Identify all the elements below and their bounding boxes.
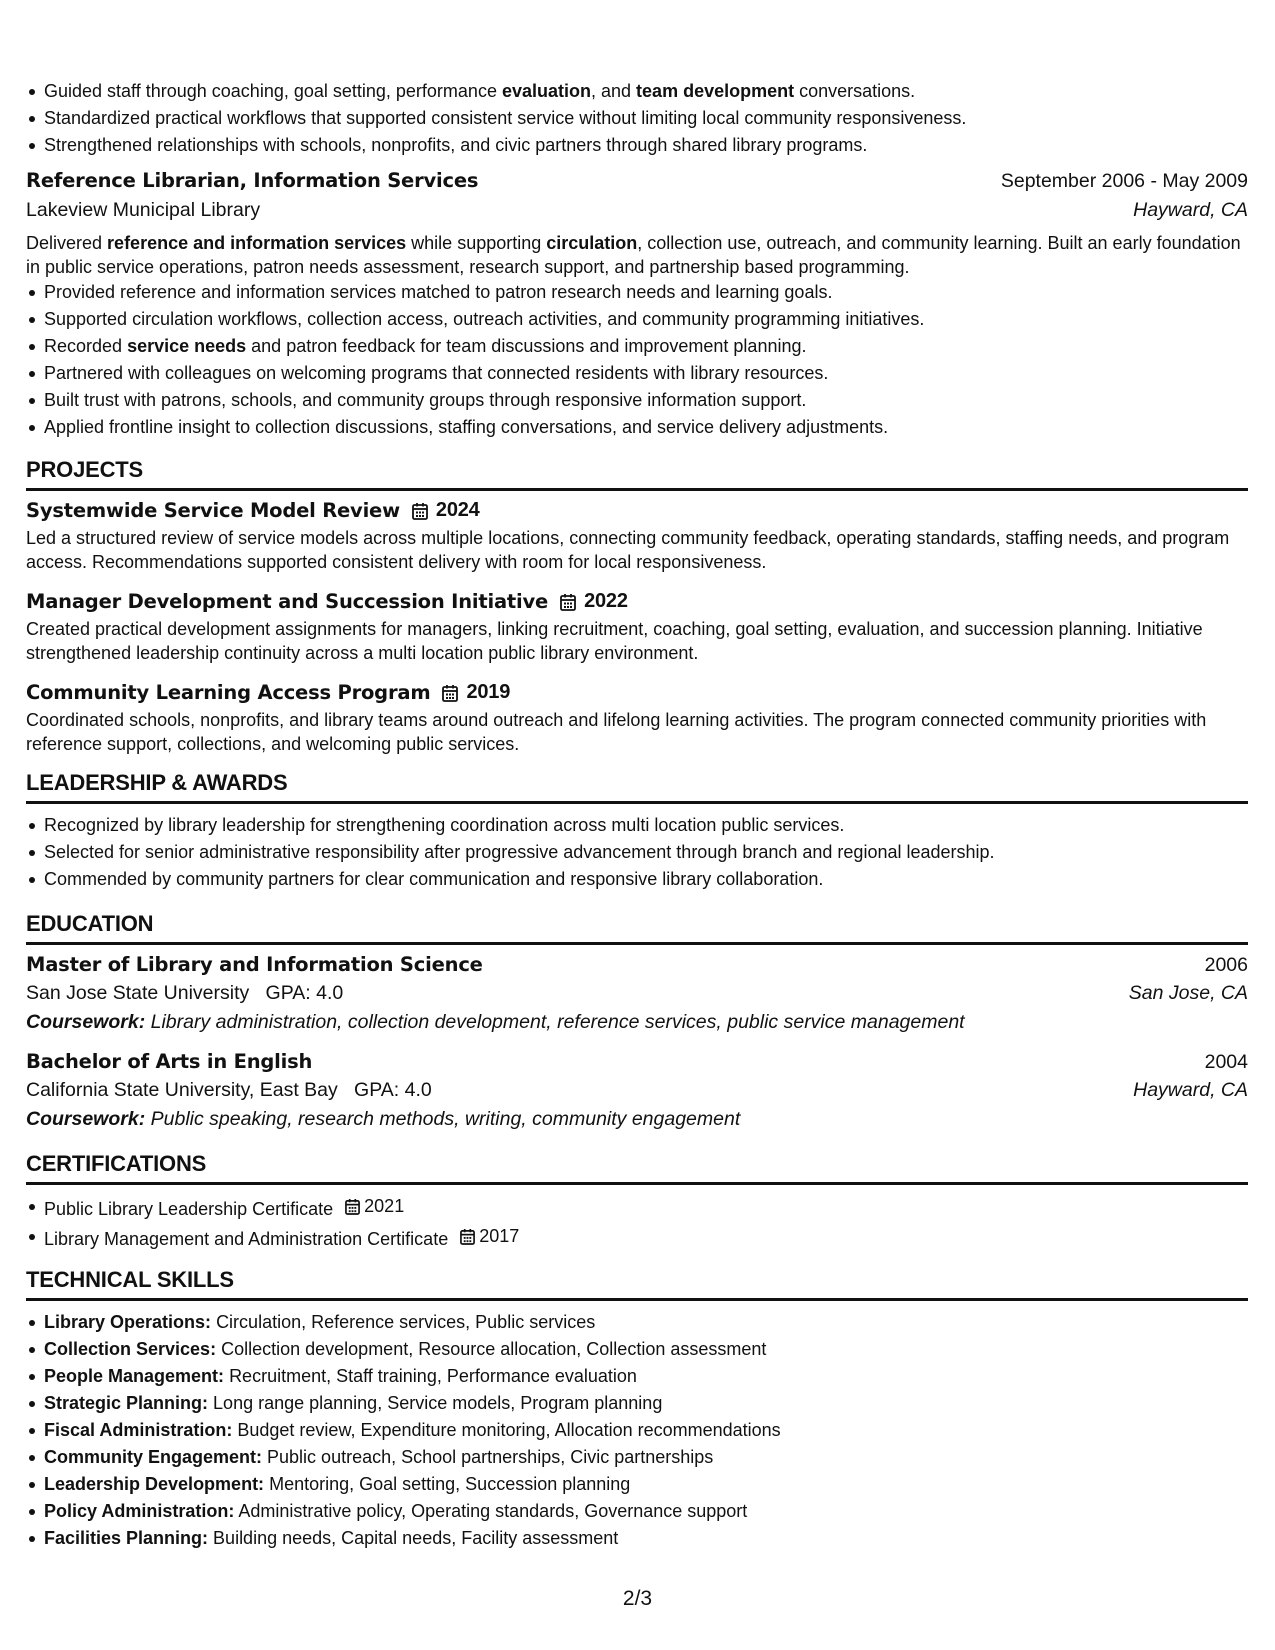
job-entry xyxy=(26,169,1248,441)
job-summary: Delivered reference and information services while supporting circulation, collection use, outreach, and community learning. Built an early foundation in public service operations, patron needs assessment, research support, and partnership based programming. xyxy=(26,233,1241,277)
job-organization: Lakeview Municipal Library xyxy=(26,199,261,221)
project-year: 2024 xyxy=(435,499,480,521)
project-year: 2019 xyxy=(466,681,511,703)
skills-list xyxy=(26,1309,1248,1552)
project-description: Coordinated schools, nonprofits, and library teams around outreach and lifelong learning activities. The program connected community priorities with reference support, collections, and welcoming public services. xyxy=(26,710,1207,754)
calendar-icon xyxy=(412,502,428,520)
school-location: Hayward, CA xyxy=(1133,1079,1248,1101)
project-entry xyxy=(26,590,1248,665)
project-entry xyxy=(26,681,1248,756)
list-item: Leadership Development: Mentoring, Goal setting, Succession planning xyxy=(44,1471,1248,1498)
job-title: Reference Librarian, Information Services xyxy=(26,169,479,192)
gpa: GPA: 4.0 xyxy=(265,982,344,1004)
resume-content xyxy=(26,78,1248,1552)
certification-year: 2021 xyxy=(364,1196,405,1216)
list-item: Built trust with patrons, schools, and community groups through responsive information support. xyxy=(44,387,1248,414)
coursework: Coursework: Library administration, collection development, reference services, public service management xyxy=(26,1011,965,1033)
list-item xyxy=(44,1223,1248,1253)
education-entry xyxy=(26,953,1248,1034)
coursework: Coursework: Public speaking, research methods, writing, community engagement xyxy=(26,1108,741,1130)
projects-heading: PROJECTS xyxy=(26,457,1248,491)
skills-heading: TECHNICAL SKILLS xyxy=(26,1267,1248,1301)
project-description: Created practical development assignments for managers, linking recruitment, coaching, goal setting, evaluation, and succession planning. Initiative strengthened leadership continuity across a multi location public library environment. xyxy=(26,619,1203,663)
project-title: Manager Development and Succession Initiative xyxy=(26,590,549,613)
list-item: Recorded service needs and patron feedback for team discussions and improvement planning. xyxy=(44,333,1248,360)
certifications-heading: CERTIFICATIONS xyxy=(26,1151,1248,1185)
list-item: Strategic Planning: Long range planning, Service models, Program planning xyxy=(44,1390,1248,1417)
leadership-list xyxy=(26,812,1248,893)
degree-title: Master of Library and Information Science xyxy=(26,953,483,976)
list-item: Strengthened relationships with schools, nonprofits, and civic partners through shared library programs. xyxy=(44,132,1248,159)
list-item: Applied frontline insight to collection discussions, staffing conversations, and service delivery adjustments. xyxy=(44,414,1248,441)
degree-title: Bachelor of Arts in English xyxy=(26,1050,313,1073)
list-item xyxy=(44,1193,1248,1223)
gpa: GPA: 4.0 xyxy=(354,1079,432,1101)
list-item: Supported circulation workflows, collection access, outreach activities, and community programming initiatives. xyxy=(44,306,1248,333)
list-item: Commended by community partners for clear communication and responsive library collaboration. xyxy=(44,866,1248,893)
job-bullets xyxy=(26,279,1248,441)
certification-year: 2017 xyxy=(479,1226,520,1246)
project-year: 2022 xyxy=(584,590,628,612)
list-item: Policy Administration: Administrative policy, Operating standards, Governance support xyxy=(44,1498,1248,1525)
list-item: Provided reference and information services matched to patron research needs and learning goals. xyxy=(44,279,1248,306)
certifications-list xyxy=(26,1193,1248,1253)
education-entry xyxy=(26,1050,1248,1131)
leadership-heading: LEADERSHIP & AWARDS xyxy=(26,770,1248,804)
project-title: Systemwide Service Model Review xyxy=(26,499,400,522)
project-entry xyxy=(26,499,1248,574)
list-item: Fiscal Administration: Budget review, Expenditure monitoring, Allocation recommendations xyxy=(44,1417,1248,1444)
calendar-icon xyxy=(460,1228,475,1245)
list-item: Facilities Planning: Building needs, Capital needs, Facility assessment xyxy=(44,1525,1248,1552)
calendar-icon xyxy=(560,593,576,611)
calendar-icon xyxy=(345,1198,360,1215)
page-number: 2/3 xyxy=(622,1587,653,1610)
degree-year: 2004 xyxy=(1204,1051,1248,1073)
job-dates: September 2006 - May 2009 xyxy=(1000,170,1248,192)
list-item: Library Operations: Circulation, Reference services, Public services xyxy=(44,1309,1248,1336)
list-item: Selected for senior administrative responsibility after progressive advancement through branch and regional leadership. xyxy=(44,839,1248,866)
school-location: San Jose, CA xyxy=(1128,982,1248,1004)
list-item: Recognized by library leadership for strengthening coordination across multi location public services. xyxy=(44,812,1248,839)
list-item: People Management: Recruitment, Staff training, Performance evaluation xyxy=(44,1363,1248,1390)
school-name: San Jose State University xyxy=(26,982,250,1004)
previous-job-bullets xyxy=(26,78,1248,159)
list-item: Guided staff through coaching, goal setting, performance evaluation, and team development conversations. xyxy=(44,78,1248,105)
education-heading: EDUCATION xyxy=(26,911,1248,945)
degree-year: 2006 xyxy=(1204,954,1248,976)
list-item: Standardized practical workflows that supported consistent service without limiting local community responsiveness. xyxy=(44,105,1248,132)
job-location: Hayward, CA xyxy=(1133,199,1248,221)
certification-name: Library Management and Administration Certificate xyxy=(44,1229,449,1249)
school-name: California State University, East Bay xyxy=(26,1079,338,1101)
list-item: Community Engagement: Public outreach, School partnerships, Civic partnerships xyxy=(44,1444,1248,1471)
list-item: Partnered with colleagues on welcoming programs that connected residents with library resources. xyxy=(44,360,1248,387)
project-title: Community Learning Access Program xyxy=(26,681,431,704)
list-item: Collection Services: Collection development, Resource allocation, Collection assessment xyxy=(44,1336,1248,1363)
certification-name: Public Library Leadership Certificate xyxy=(44,1199,334,1219)
project-description: Led a structured review of service models across multiple locations, connecting community feedback, operating standards, staffing needs, and program access. Recommendations supported consistent delivery with room for local responsiveness. xyxy=(26,528,1230,572)
calendar-icon xyxy=(442,684,458,702)
